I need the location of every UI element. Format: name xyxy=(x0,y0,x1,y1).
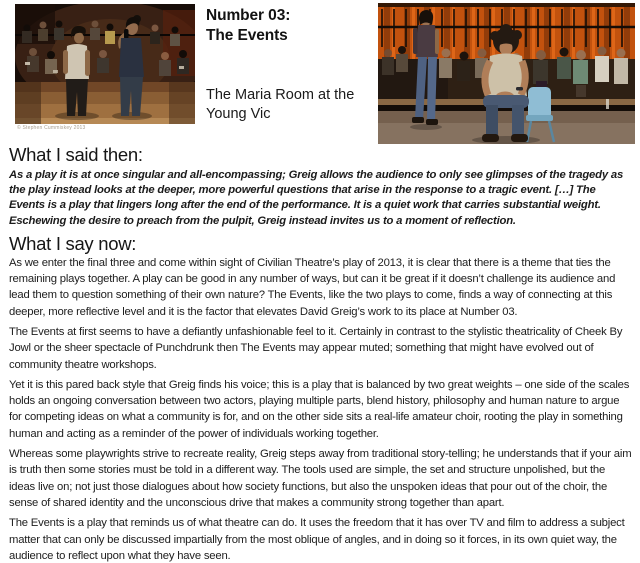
article-body xyxy=(9,144,634,563)
title-line-2: The Events xyxy=(206,27,288,44)
essay-paragraph-1: As we enter the final three and come within sight of Civilian Theatre’s play of 2013, it is clear that there is a theme that ties the remaining plays together. A play can be good in any number of ways, but can it be great if it doesn’t challenge its audience and lead them to question something of their own nature? The Events, like the two plays to come, finds a way of connecting at this deeper, more reflective level and it is the factor that elevates David Greig’s work to its place at Number 03. xyxy=(9,256,616,318)
essay-paragraph-4: Whereas some playwrights strive to recreate reality, Greig steps away from traditional story-telling; he understands that if your aim is truth then some stories must be told in a different way. The tools used are simple, the set and structure unpolished, but the ideas live on; not just those dialogues about how society functions, but also the unspoken ideas that pour out of the choir, the sense of shared identity and the unconscious drive that makes a community strong together than apart. xyxy=(9,448,632,509)
right-production-photo xyxy=(378,3,635,144)
essay-paragraph-2: The Events at first seems to have a defiantly unfashionable feel to it. Certainly in contrast to the stylistic theatricality of Cheek By Jowl or the sheer spectacle of Punchdrunk then The Events may appear muted; something that might have evolved out of community theatre workshops. xyxy=(9,326,623,371)
right-photo-illustration xyxy=(378,3,635,144)
photo-credit: © Stephen Cummiskey 2013 xyxy=(17,125,86,131)
venue-subtitle xyxy=(206,86,376,124)
subtitle-line-2: Young Vic xyxy=(206,106,271,122)
subtitle-line-1: The Maria Room at the xyxy=(206,87,355,103)
quote-paragraph: As a play it is at once singular and all-encompassing; Greig allows the audience to only see glimpses of the tragedy as the play instead looks at the deeper, more powerful questions that arise in the response to a tragic event. […] The Events is a play that lingers long after the end of the performance. It is a quiet work that carries substantial weight. Eschewing the desire to preach from the pulpit, Greig instead invites us to a moment of reflection. xyxy=(9,169,624,227)
left-production-photo xyxy=(15,4,195,124)
page-title xyxy=(206,6,376,46)
section-heading-say-now: What I say now: xyxy=(9,232,137,254)
left-photo-illustration xyxy=(15,4,195,124)
essay-paragraph-3: Yet it is this pared back style that Greig finds his voice; this is a play that is balanced by two great weights – one side of the scales holds an ongoing conversation between two actors, playing multiple parts, blend history, philosophy and human nature to argue for competing ideas on what a community is for, and on the other side sits a real-life amateur choir, rooting the play in something human and acting as a reminder of the power of individuals working together. xyxy=(9,378,630,440)
title-line-1: Number 03: xyxy=(206,7,291,24)
section-heading-said-then: What I said then: xyxy=(9,144,143,165)
essay-paragraph-5: The Events is a play that reminds us of what theatre can do. It uses the freedom that it has over TV and film to address a subject matter that can only be discussed impartially from the most oblique of angles, and in doing so it forces, in its own quiet way, the audience to reflect upon what they have seen. xyxy=(9,517,625,562)
